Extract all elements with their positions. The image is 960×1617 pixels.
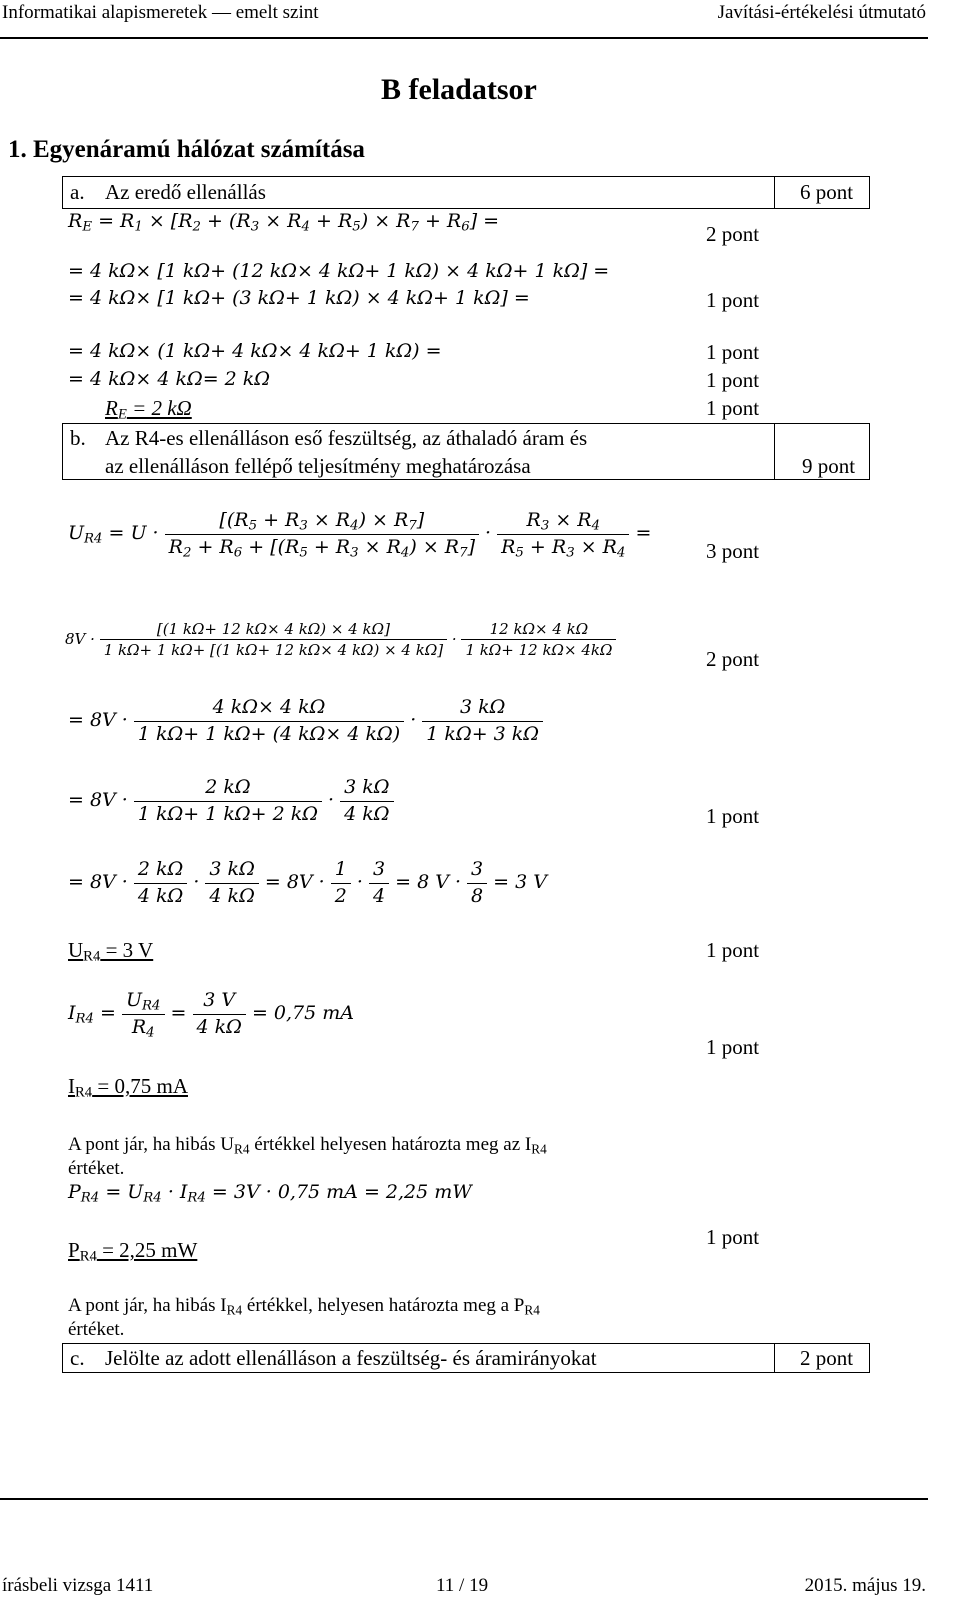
part-a-point-4: 1 pont (706, 368, 760, 392)
part-b-point-2: 2 pont (706, 647, 760, 671)
section-title: 1. Egyenáramú hálózat számítása (8, 136, 365, 163)
part-b-point-6: 1 pont (706, 1225, 760, 1249)
part-b-result-u: $U_{R4} = 3$ V (68, 938, 154, 965)
header-rule (0, 37, 928, 39)
part-a-line-5: = 4 kΩ× 4 kΩ= 2 kΩ (68, 368, 271, 390)
part-b-point-1: 3 pont (706, 539, 760, 563)
equation-ir4: $I_{R4}$ = $\frac{U_{R4}}{R_4}$ = $\frac{3 V}{4 k\Omega}$ = 0,75 mA (68, 989, 354, 1040)
part-a-line-1: $R_E = R_1 \times [R_2 + (R_3 \times R_4 + R_5) \times R_7 + R_6]$ = (68, 210, 500, 235)
equation-ur4-step-4: = 8V · $\frac{2 k\Omega}{1 k\Omega+ 1 k\Omega+ 2 k\Omega}$ · $\frac{3 k\Omega}{4 k\Omega}$ (68, 775, 394, 827)
equation-ur4-step-3: = 8V · $\frac{4 k\Omega\times 4 k\Omega}{1 k\Omega+ 1 k\Omega+ (4 k\Omega\times 4 k\Omega)}$ · $\frac{3 k\Omega}{1 k\Omega+ 3 k\Omega}$ (68, 695, 543, 747)
part-a-line-4: = 4 kΩ× (1 kΩ+ 4 kΩ× 4 kΩ+ 1 kΩ) = (68, 340, 442, 362)
equation-pr4: $P_{R4} = U_{R4} \cdot I_{R4} = 3V \cdot 0,75$ mA = 2,25 mW (68, 1181, 472, 1206)
part-a-line-2: = 4 kΩ× [1 kΩ+ (12 kΩ× 4 kΩ+ 1 kΩ) × 4 kΩ+ 1 kΩ] = (68, 260, 610, 282)
equation-ur4-substituted: 8V · $\frac{[(1 k\Omega+ 12 k\Omega\times 4 k\Omega) \times 4 k\Omega]}{1 k\Omega+ 1 k\Omega+ [(1 k\Omega+ 12 k\Omega\times 4 k\Omega) \times 4 k\Omega]}$ · $\frac{12 k\Omega\times 4 k\Omega}{1 k\Omega+ 12 k\Omega\times 4k\Omega}$ (65, 619, 616, 661)
footer-rule (0, 1498, 928, 1500)
part-a-point-3: 1 pont (706, 340, 760, 364)
part-b-note-p-line-2: értéket. (68, 1319, 125, 1340)
equation-ur4-general: $U_{R4} = U$ · $\frac{[(R_5 + R_3 \times R_4) \times R_7]}{R_2 + R_6 + [(R_5 + R_3 \times R_4) \times R_7]}$ · $\frac{R_3 \times R_4}{R_5 + R_3 \times R_4}$ = (68, 509, 652, 560)
part-b-note-i-line-2: értéket. (68, 1158, 125, 1179)
part-b-note-p-line-1: A pont jár, ha hibás $I_{R4}$ értékkel, helyesen határozta meg a $P_{R4}$ (68, 1295, 540, 1318)
part-c-points-total: 2 pont (800, 1346, 854, 1370)
part-c-header-divider (774, 1343, 775, 1373)
part-b-point-3: 1 pont (706, 804, 760, 828)
part-a-line-3: = 4 kΩ× [1 kΩ+ (3 kΩ+ 1 kΩ) × 4 kΩ+ 1 kΩ] = (68, 287, 530, 309)
part-a-header-divider (774, 176, 775, 209)
part-a-point-5: 1 pont (706, 396, 760, 420)
part-a-point-1: 2 pont (706, 222, 760, 246)
page-title: B feladatsor (381, 73, 537, 106)
part-b-points-total: 9 pont (802, 454, 856, 478)
part-a-label: a. (70, 180, 85, 204)
part-c-heading: Jelölte az adott ellenálláson a feszültség- és áramirányokat (105, 1346, 597, 1370)
part-b-point-4: 1 pont (706, 938, 760, 962)
part-a-points-total: 6 pont (800, 180, 854, 204)
part-b-note-i-line-1: A pont jár, ha hibás $U_{R4}$ értékkel helyesen határozta meg az $I_{R4}$ (68, 1134, 547, 1157)
part-b-heading-line-1: Az R4-es ellenálláson eső feszültség, az áthaladó áram és (105, 426, 588, 450)
footer-left: írásbeli vizsga 1411 (2, 1575, 154, 1596)
part-b-result-p: $P_{R4} = 2,25$ mW (68, 1238, 198, 1265)
part-a-point-2: 1 pont (706, 288, 760, 312)
part-b-heading-line-2: az ellenálláson fellépő teljesítmény meghatározása (105, 454, 531, 478)
part-b-point-5: 1 pont (706, 1035, 760, 1059)
header-right: Javítási-értékelési útmutató (717, 2, 926, 23)
part-a-heading: Az eredő ellenállás (105, 180, 266, 204)
footer-center: 11 / 19 (436, 1575, 489, 1596)
header-left: Informatikai alapismeretek — emelt szint (2, 2, 319, 23)
part-b-header-divider (774, 423, 775, 480)
footer-right: 2015. május 19. (804, 1575, 926, 1596)
part-a-result: $R_E = 2$ kΩ (105, 396, 192, 423)
equation-ur4-step-5: = 8V · $\frac{2 k\Omega}{4 k\Omega}$ · $\frac{3 k\Omega}{4 k\Omega}$ = 8V · $\frac{1}{2}$ · $\frac{3}{4}$ = 8 V · $\frac{3}{8}$ = 3 V (68, 858, 547, 907)
part-c-label: c. (70, 1346, 85, 1370)
part-b-result-i: $I_{R4} = 0,75$ mA (68, 1074, 188, 1101)
part-b-label: b. (70, 426, 86, 450)
